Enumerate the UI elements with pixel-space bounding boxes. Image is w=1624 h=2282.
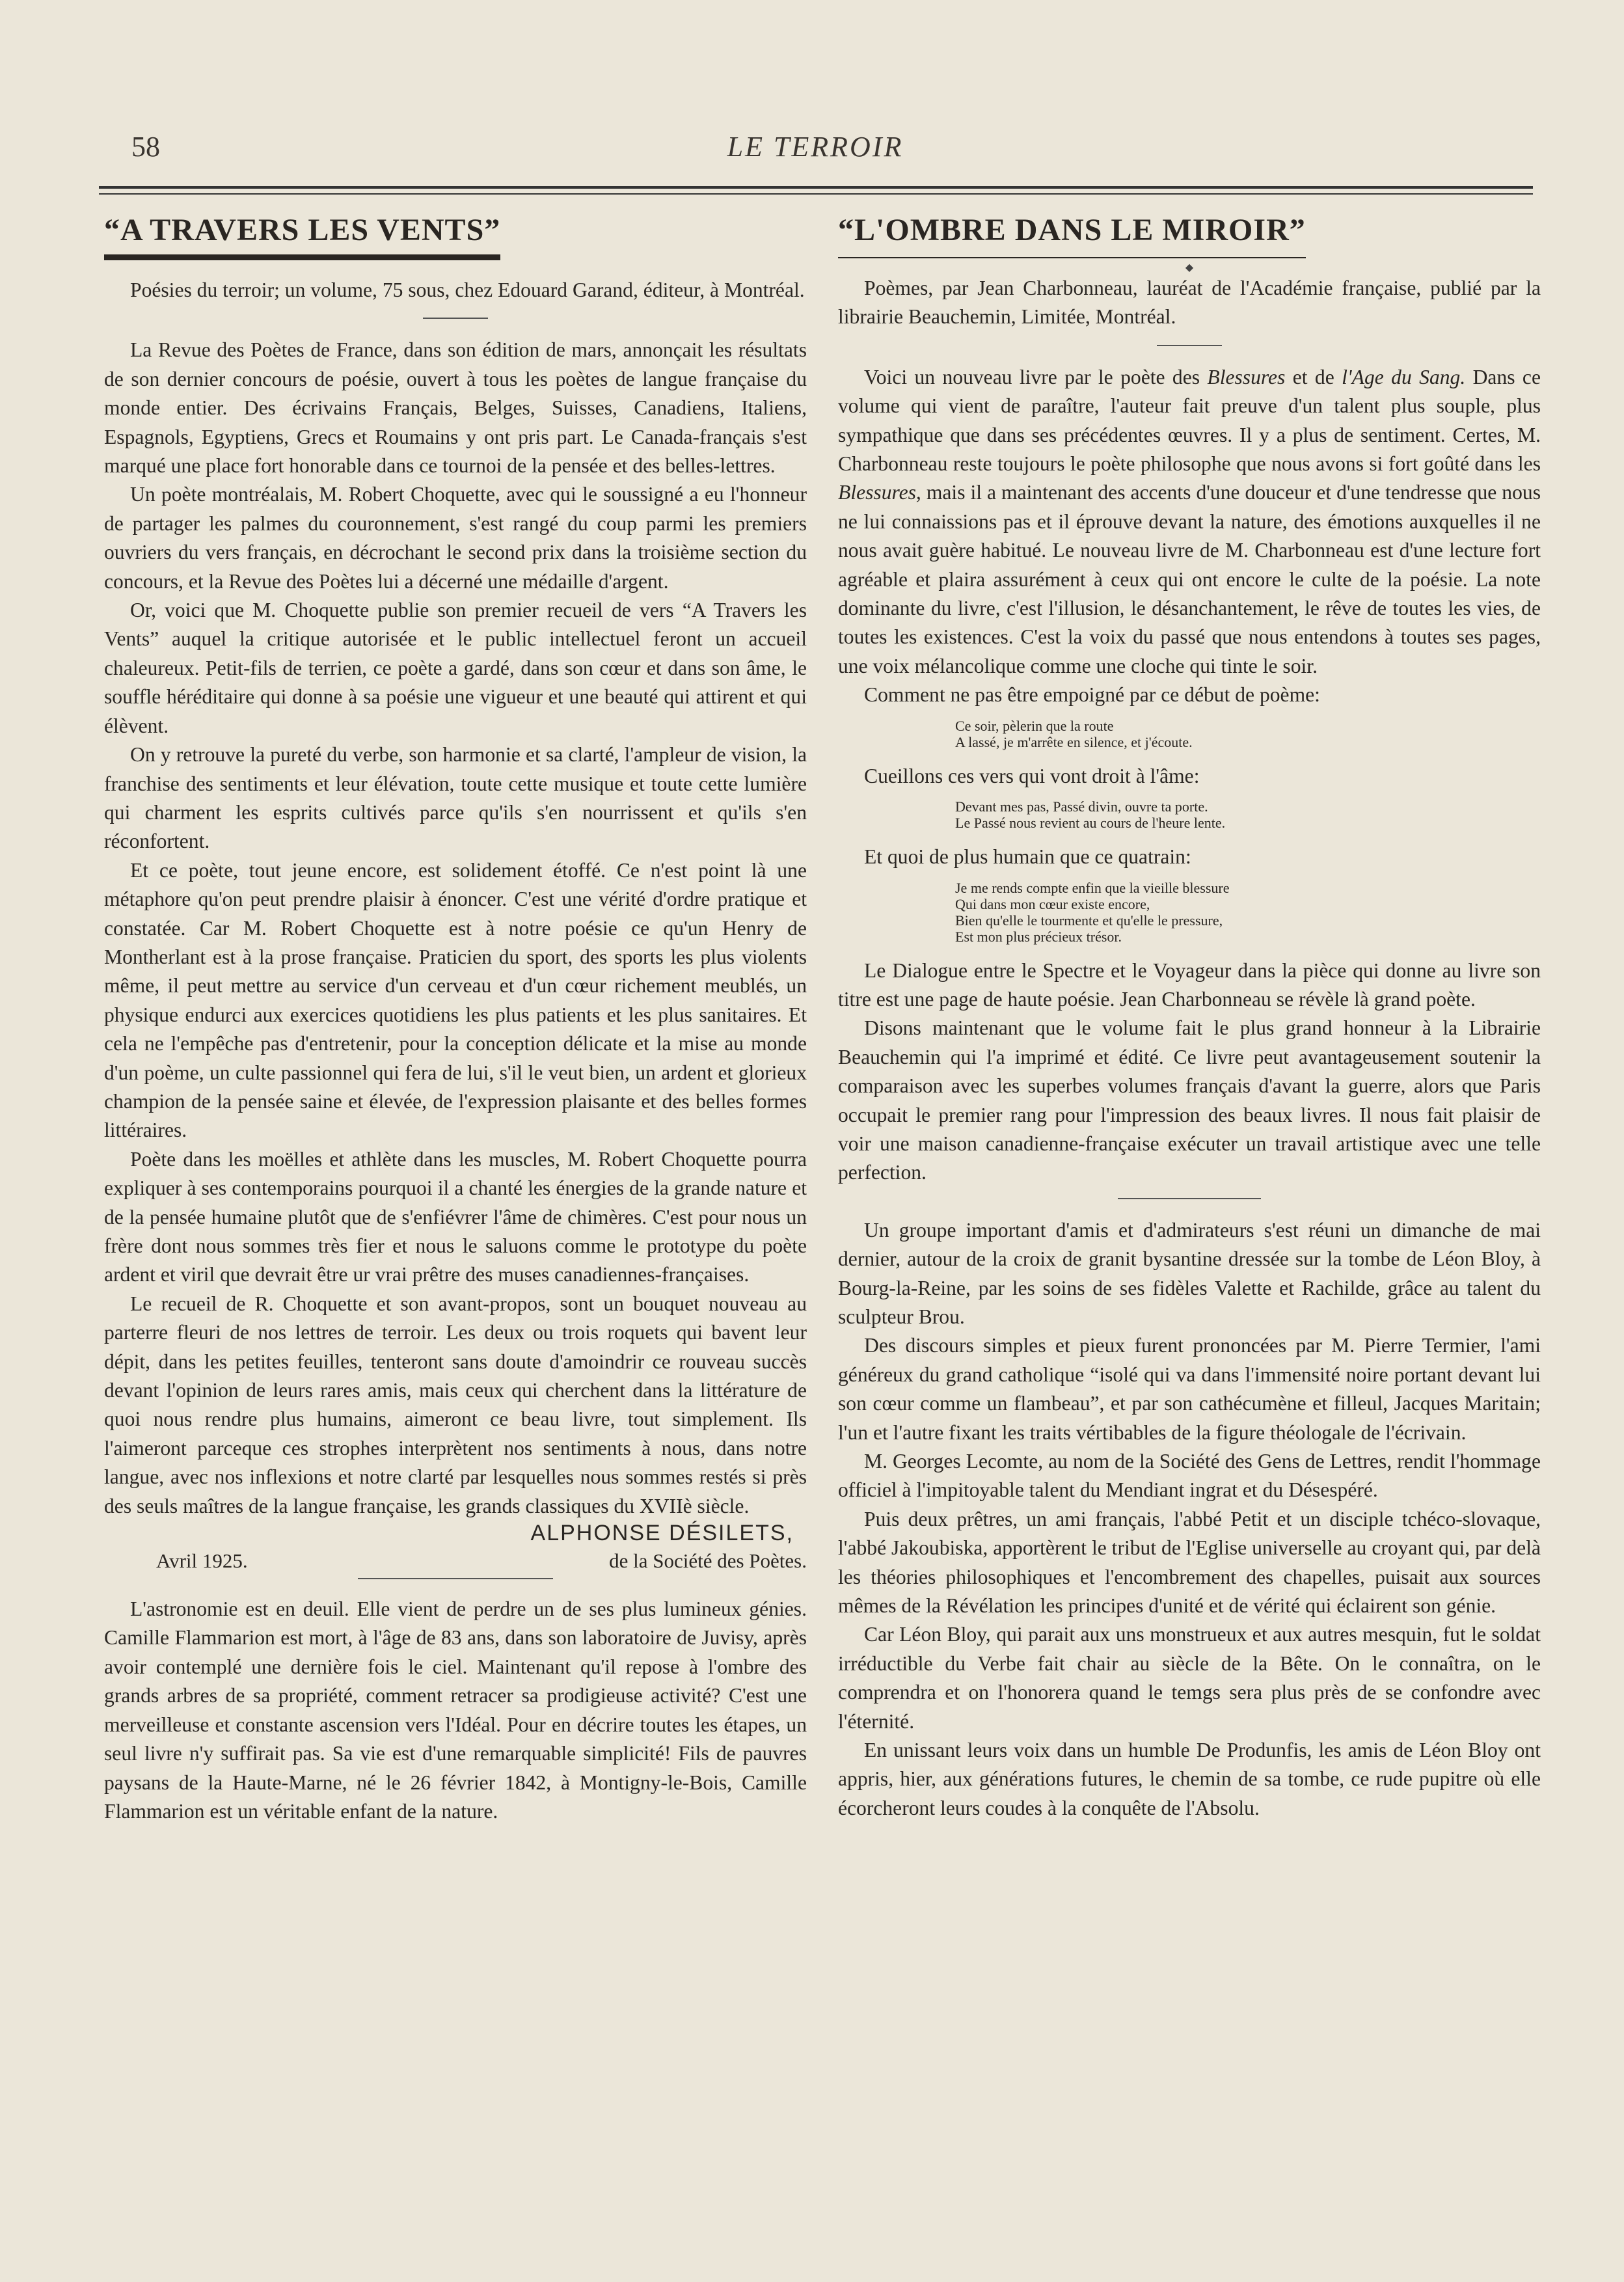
right-column (838, 207, 1541, 1823)
verse-line: Qui dans mon cœur existe encore, (955, 895, 1150, 912)
paragraph: Le Dialogue entre le Spectre et le Voyageur dans la pièce qui donne au livre son titre est une page de haute poésie. Jean Charbonneau se révèle là grand poète. (838, 958, 1541, 1011)
article-title-ombre-dans-le-miroir: “L'OMBRE DANS LE MIROIR” (838, 212, 1306, 258)
verse-quote (955, 880, 1541, 945)
paragraph: Car Léon Bloy, qui parait aux uns monstrueux et aux autres mesquin, fut le soldat irréductible du Verbe fait chair au siècle de la Bête. On le connaîtra, on le comprendra et on l'honorera quand le temgs sera plus près de se confondre avec l'éternité. (838, 1623, 1541, 1733)
signature-date: Avril 1925. (156, 1549, 248, 1573)
verse-line: Je me rends compte enfin que la vieille blessure (955, 879, 1230, 896)
separator (1157, 345, 1222, 346)
ornament-icon: ◆ (1185, 261, 1194, 273)
separator (423, 318, 488, 319)
verse-line: Le Passé nous revient au cours de l'heure lente. (955, 815, 1226, 832)
running-head (98, 130, 1533, 169)
verse-line: Ce soir, pèlerin que la route (955, 717, 1114, 734)
verse-line: Bien qu'elle le tourmente et qu'elle le pressure, (955, 912, 1223, 929)
header-rule-thick (99, 186, 1533, 189)
paragraph: Disons maintenant que le volume fait le plus grand honneur à la Librairie Beauchemin qui l'a imprimé et édité. Ce livre peut avantageusement soutenir la comparaison avec les superbes volumes français d'avant la guerre, alors que Paris occupait le premier rang pour l'impression des beaux livres. Il nous fait plaisir de voir une maison canadienne-française exécuter un travail artistique avec une telle perfection. (838, 1016, 1541, 1184)
verse-quote (955, 718, 1541, 750)
paragraph: Or, voici que M. Choquette publie son premier recueil de vers “A Travers les Vents” auquel la critique autorisée et le public intellectuel feront un accueil chaleureux. Petit-fils de terrien, ce poète a gardé, dans son cœur et dans son âme, le souffle héréditaire qui donne à sa poésie une vigueur et une beauté qui attirent et qui élèvent. (104, 599, 807, 737)
separator (1118, 1198, 1261, 1199)
verse-line: Est mon plus précieux trésor. (955, 928, 1122, 945)
paragraph: Voici un nouveau livre par le poète des Blessures et de l'Age du Sang. Dans ce volume qui vient de paraître, l'auteur fait preuve d'un talent plus souple, plus sympathique que dans ses précédentes œuvres. Il y a plus de sentiment. Certes, M. Charbonneau reste toujours le poète philosophe que nous avons si fort goûté dans les Blessures, mais il a maintenant des accents d'une douceur et d'une tendresse que nous ne lui connaissions pas et il éprouve devant la nature, des émotions auxquelles il ne nous avait guère habitué. Le nouveau livre de M. Charbonneau est d'une lecture fort agréable et plaira assurément à ceux qui ont encore le culte de la poésie. La note dominante du livre, c'est l'illusion, le désanchantement, le rêve de toutes les vies, de toutes les existences. C'est la voix du passé que nous entendons à toutes ses pages, une voix mélancolique comme une cloche qui tinte le soir. (838, 365, 1541, 677)
separator (358, 1578, 553, 1579)
paragraph: Poète dans les moëlles et athlète dans les muscles, M. Robert Choquette pourra expliquer à ses contemporains pourquoi il a chanté les énergies de la grande nature et de la pensée humaine plutôt que de s'enfiévrer l'âme de chimères. C'est pour nous un frère dont nous sommes très fier et nous le saluons comme le prototype du poète ardent et viril que devrait être ur vrai prêtre des muses canadiennes-françaises. (104, 1147, 807, 1286)
paragraph: En unissant leurs voix dans un humble De Produnfis, les amis de Léon Bloy ont appris, hier, aux générations futures, le chemin de sa tombe, ce rude pupitre où elle écorcheront leurs coudes à la conquête de l'Absolu. (838, 1739, 1541, 1819)
signature-name: ALPHONSE DÉSILETS, (530, 1521, 794, 1546)
verse-line: A lassé, je m'arrête en silence, et j'écoute. (955, 733, 1193, 750)
page-number: 58 (131, 131, 160, 163)
paragraph: Comment ne pas être empoigné par ce début de poème: (864, 683, 1320, 707)
verse-quote (955, 798, 1541, 831)
paragraph: Puis deux prêtres, un ami français, l'abbé Petit et un disciple tchéco-slovaque, l'abbé Jakoubiska, apportèrent le tribut de l'Eglise universelle au croyant qui, par delà les théories philosophiques et l'encombrement des chapelles, puisait aux sources mêmes de la Révélation les principes d'unité et de vérité qui éclairent son génie. (838, 1507, 1541, 1618)
paragraph: On y retrouve la pureté du verbe, son harmonie et sa clarté, l'ampleur de vision, la franchise des sentiments et leur élévation, toute cette musique et toute cette lumière qui charment les esprits cultivés parce qu'ils s'en nourrissent et qu'ils s'en réconfortent. (104, 743, 807, 853)
signature-block (104, 1521, 807, 1578)
paragraph: L'astronomie est en deuil. Elle vient de perdre un de ses plus lumineux génies. Camille Flammarion est mort, à l'âge de 83 ans, dans son laboratoire de Juvisy, après avoir contemplé une dernière fois le ciel. Maintenant qu'il repose à l'ombre des grands arbres de sa propriété, comment retracer sa prodigieuse activité? C'est une merveilleuse et constante ascension vers l'Idéal. Pour en décrire toutes les étapes, un seul livre n'y suffirait pas. Sa vie est d'une remarquable simplicité! Fils de pauvres paysans de la Haute-Marne, né le 26 février 1842, à Montigny-le-Bois, Camille Flammarion est un véritable enfant de la nature. (104, 1597, 807, 1823)
review-intro: Poésies du terroir; un volume, 75 sous, chez Edouard Garand, éditeur, à Montréal. (130, 278, 805, 301)
paragraph: Un poète montréalais, M. Robert Choquette, avec qui le soussigné a eu l'honneur de partager les palmes du couronnement, s'est rangé du coup parmi les premiers ouvriers du vers français, en décrochant le second prix dans la troisième section du concours, et la Revue des Poètes lui a décerné une médaille d'argent. (104, 483, 807, 593)
paragraph: Et ce poète, tout jeune encore, est solidement étoffé. Ce n'est point là une métaphore qu'on peut prendre plaisir à énoncer. C'est une vérité d'ordre pratique et constatée. Car M. Robert Choquette est à notre poésie ce qu'un Henry de Montherlant est à la prose française. Praticien du sport, des sports les plus violents même, il peut mettre au service d'un cerveau et d'un cœur richement meublés, un physique endurci aux exercices quotidiens les plus patients et les plus sanitaires. Et cela ne l'empêche pas d'entretenir, pour la conception délicate et la mise au monde d'un poème, un culte passionnel qui fera de lui, s'il le veut bien, un ardent et glorieux champion de la pensée saine et élevée, de l'expression plaisante et des belles formes littéraires. (104, 858, 807, 1142)
header-rule-thin (99, 193, 1533, 195)
left-column (104, 207, 807, 1826)
verse-line: Devant mes pas, Passé divin, ouvre ta porte. (955, 798, 1208, 815)
paragraph: La Revue des Poètes de France, dans son édition de mars, annonçait les résultats de son dernier concours de poésie, ouvert à tous les poètes de langue française du monde entier. Des écrivains Français, Belges, Suisses, Canadiens, Italiens, Espagnols, Egyptiens, Grecs et Roumains y ont pris part. Le Canada-français s'est marqué une place fort honorable dans ce tournoi de la pensée et des belles-lettres. (104, 338, 807, 478)
paragraph: Un groupe important d'amis et d'admirateurs s'est réuni un dimanche de mai dernier, autour de la croix de granit bysantine dressée sur la tombe de Léon Bloy, à Bourg-la-Reine, par les soins de ses fidèles Valette et Rachilde, grâce au talent du sculpteur Brou. (838, 1218, 1541, 1328)
paragraph: Et quoi de plus humain que ce quatrain: (864, 845, 1191, 869)
paragraph: M. Georges Lecomte, au nom de la Société des Gens de Lettres, rendit l'hommage officiel à l'impitoyable talent du Mendiant ingrat et du Désespéré. (838, 1450, 1541, 1502)
paragraph: Des discours simples et pieux furent prononcées par M. Pierre Termier, l'ami généreux du grand catholique “isolé qui va dans l'immensité noire portant devant lui son cœur comme un flambeau”, et par son cathécumène et filleul, Jacques Maritain; l'un et l'autre fixant les traits vértibables de la figure théologale de l'écrivain. (838, 1334, 1541, 1444)
paragraph: Cueillons ces vers qui vont droit à l'âme: (864, 764, 1200, 787)
signature-society: de la Société des Poètes. (609, 1549, 807, 1573)
journal-title: LE TERROIR (727, 131, 904, 163)
article-title-a-travers-les-vents: “A TRAVERS LES VENTS” (104, 212, 500, 260)
paragraph: Le recueil de R. Choquette et son avant-propos, sont un bouquet nouveau au parterre fleuri de nos lettres de terroir. Les deux ou trois roquets qui bavent leur dépit, dans les petites feuilles, tenteront sans doute d'amoindrir ce rouveau succès devant l'opinion de leurs rares amis, mais ceux qui cherchent dans la littérature de quoi nous rendre plus humains, aimeront ce beau livre, tout simplement. Ils l'aimeront parceque ces strophes interprètent nos sentiments à nous, dans notre langue, avec nos inflexions et notre clarté par lesquelles nous sommes restés si près des seuls maîtres de la langue française, les grands classiques du XVIIè siècle. (104, 1292, 807, 1517)
review-intro: Poèmes, par Jean Charbonneau, lauréat de l'Académie française, publié par la librairie Beauchemin, Limitée, Montréal. (838, 277, 1541, 329)
